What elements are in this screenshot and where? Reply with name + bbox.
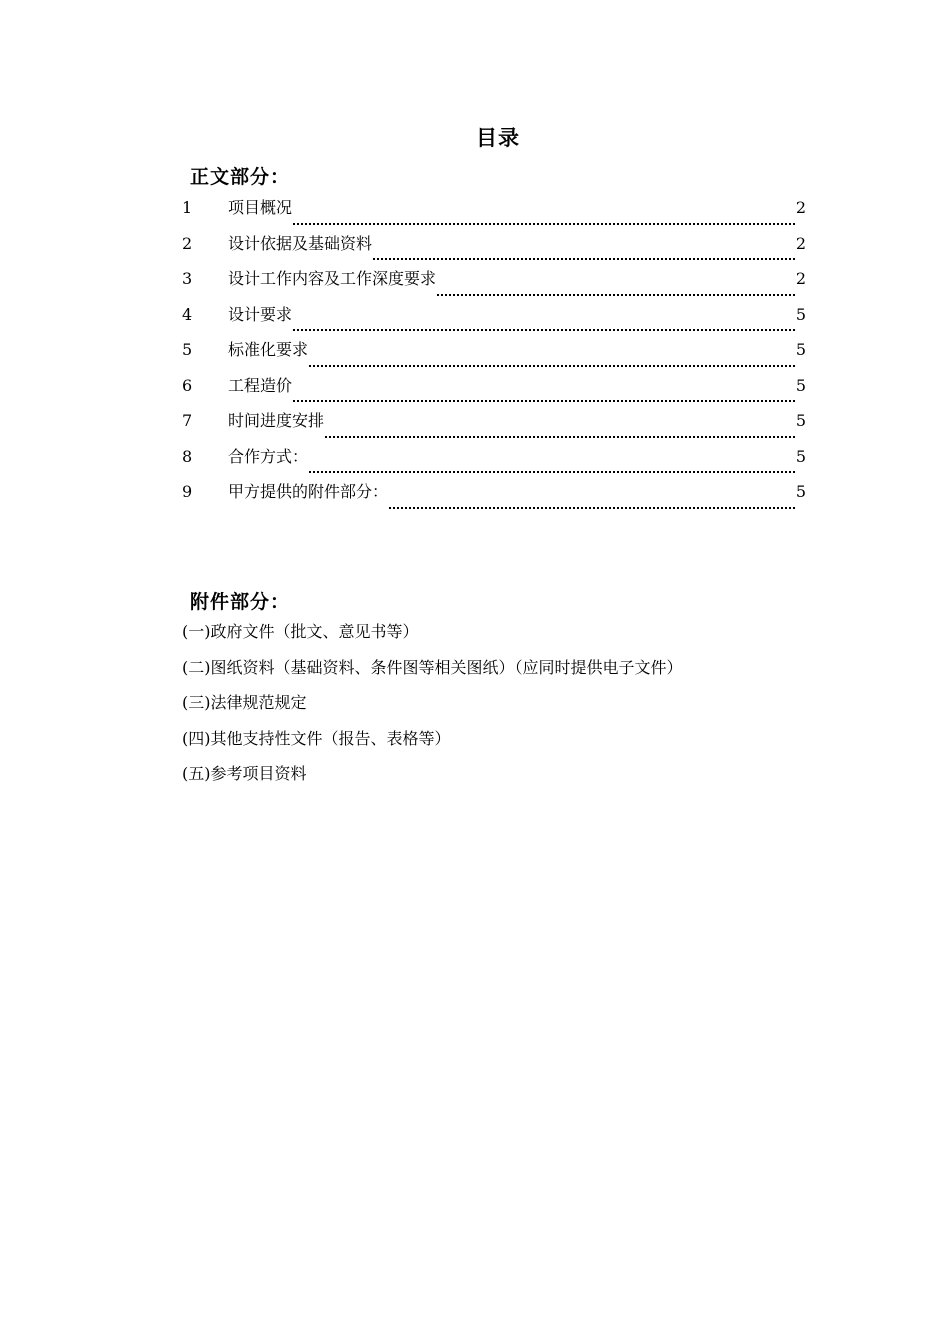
toc-entry[interactable] — [182, 232, 806, 268]
toc-entry[interactable] — [182, 303, 806, 339]
toc-entry-page: 2 — [795, 269, 806, 288]
attachment-item: (五)参考项目资料 — [182, 764, 307, 783]
toc-list — [182, 196, 806, 516]
main-section-heading: 正文部分： — [190, 166, 291, 188]
toc-entry-page: 5 — [795, 482, 806, 501]
toc-entry[interactable] — [182, 409, 806, 445]
toc-dot-leader — [325, 436, 795, 438]
toc-entry[interactable] — [182, 445, 806, 481]
toc-entry-number: 5 — [182, 340, 193, 359]
toc-entry-number: 1 — [182, 198, 193, 217]
toc-entry-title: 甲方提供的附件部分： — [228, 482, 389, 501]
toc-entry-title: 时间进度安排 — [228, 411, 325, 430]
toc-entry-page: 2 — [795, 198, 806, 217]
toc-dot-leader — [293, 400, 795, 402]
toc-entry-page: 5 — [795, 446, 806, 466]
toc-entry[interactable] — [182, 480, 806, 516]
toc-entry-page: 5 — [795, 304, 806, 324]
toc-entry-title: 设计工作内容及工作深度要求 — [228, 269, 437, 288]
toc-entry-title: 设计依据及基础资料 — [228, 233, 373, 253]
toc-entry-page: 5 — [795, 411, 806, 430]
toc-entry-page: 5 — [795, 375, 806, 395]
attachment-item: (三)法律规范规定 — [182, 693, 307, 712]
toc-entry-number: 3 — [182, 269, 193, 288]
toc-entry-number: 7 — [182, 411, 193, 430]
toc-entry-page: 5 — [795, 340, 806, 359]
attachment-list — [182, 620, 822, 798]
attachment-item: (四)其他支持性文件（报告、表格等） — [182, 728, 451, 748]
toc-dot-leader — [389, 507, 795, 509]
toc-entry-number: 8 — [182, 446, 193, 466]
toc-dot-leader — [293, 223, 795, 225]
attachment-item: (一)政府文件（批文、意见书等） — [182, 622, 419, 641]
toc-entry-page: 2 — [795, 233, 806, 253]
toc-dot-leader — [293, 329, 795, 331]
attachment-item: (二)图纸资料（基础资料、条件图等相关图纸）（应同时提供电子文件） — [182, 657, 683, 677]
page-title: 目录 — [476, 126, 520, 150]
toc-entry-number: 9 — [182, 482, 193, 501]
toc-entry[interactable] — [182, 267, 806, 303]
toc-entry-title: 项目概况 — [228, 198, 293, 217]
toc-entry-number: 6 — [182, 375, 193, 395]
toc-entry[interactable] — [182, 374, 806, 410]
toc-dot-leader — [309, 471, 795, 473]
toc-dot-leader — [309, 365, 795, 367]
toc-entry-title: 合作方式： — [228, 446, 309, 466]
toc-entry-number: 2 — [182, 233, 193, 253]
attachment-section-heading: 附件部分： — [190, 591, 291, 613]
toc-entry-number: 4 — [182, 304, 193, 324]
toc-entry-title: 工程造价 — [228, 375, 293, 395]
toc-dot-leader — [437, 294, 795, 296]
toc-entry-title: 设计要求 — [228, 304, 293, 324]
toc-entry[interactable] — [182, 338, 806, 374]
toc-entry-title: 标准化要求 — [228, 340, 309, 359]
toc-dot-leader — [373, 258, 795, 260]
toc-entry[interactable] — [182, 196, 806, 232]
